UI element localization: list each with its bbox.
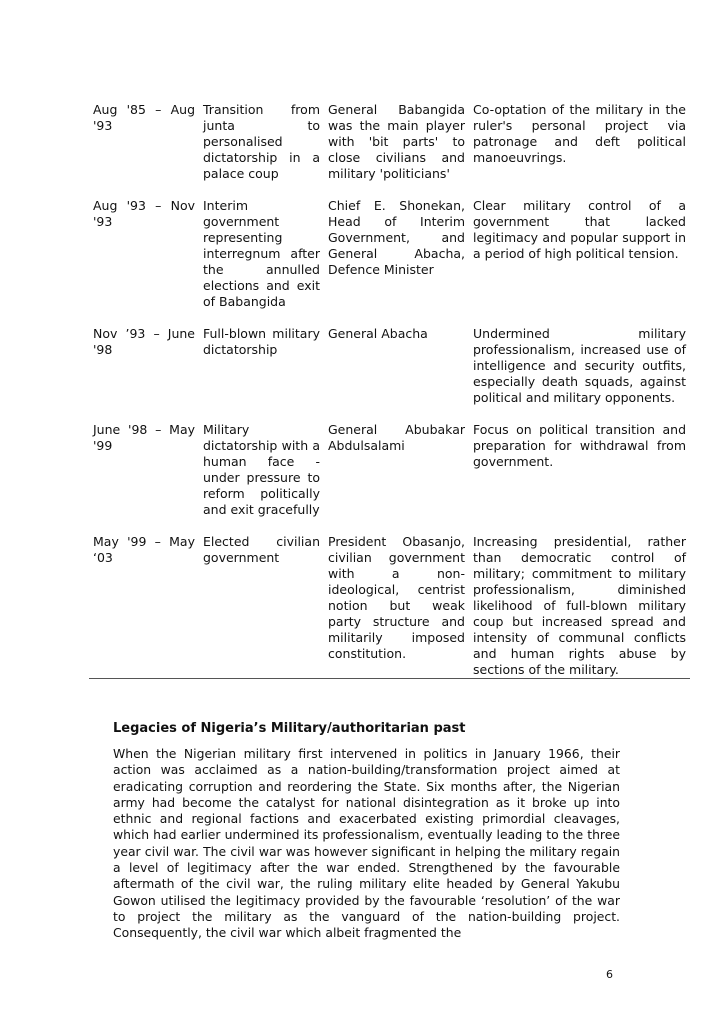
page-number: 6 bbox=[606, 968, 613, 981]
table-row bbox=[89, 530, 690, 679]
section-heading: Legacies of Nigeria’s Military/authoritarian past bbox=[113, 721, 466, 736]
leadership-cell: General Abacha bbox=[328, 326, 428, 341]
table-row bbox=[89, 100, 690, 194]
body-paragraph: When the Nigerian military first intervened in politics in January 1966, their action was acclaimed as a nation-building/transformation project aimed at eradicating corruption and reordering the State. Six months after, the Nigerian army had become the catalyst for national disintegration as it broke up into ethnic and regional factions and exacerbated existing primordial cleavages, which had earlier undermined its professionalism, eventually leading to the three year civil war. The civil war was however significant in helping the military regain a level of legitimacy after the war ended. Strengthened by the favourable aftermath of the civil war, the ruling military elite headed by General Yakubu Gowon utilised the legitimacy provided by the favourable ‘resolution’ of the war to project the military as the vanguard of the nation-building project. Consequently, the civil war which albeit fragmented the bbox=[113, 746, 620, 941]
period-cell: May '99 – May ‘03 bbox=[89, 530, 199, 679]
period-cell: Nov ’93 – June '98 bbox=[93, 326, 195, 357]
military-regimes-table bbox=[89, 100, 690, 679]
table-row bbox=[89, 322, 690, 418]
period-cell: Aug '93 – Nov '93 bbox=[93, 198, 195, 229]
leadership-cell: President Obasanjo, civilian government with a non-ideological, centrist notion but weak party structure and militarily imposed constitution. bbox=[324, 530, 469, 679]
table-row bbox=[89, 194, 690, 322]
period-cell: Aug '85 – Aug '93 bbox=[93, 102, 195, 133]
regime-cell: Interim government representing interregnum after the annulled elections and exit of Babangida bbox=[203, 198, 320, 309]
outcome-cell: Undermined military professionalism, increased use of intelligence and security outfits, especially death squads, against political and military opponents. bbox=[473, 326, 686, 405]
outcome-cell: Clear military control of a government that lacked legitimacy and popular support in a period of high political tension. bbox=[473, 198, 686, 261]
outcome-cell: Increasing presidential, rather than democratic control of military; commitment to military professionalism, diminished likelihood of full-blown military coup but increased spread and intensity of communal conflicts and human rights abuse by sections of the military. bbox=[469, 530, 690, 679]
table-row bbox=[89, 418, 690, 530]
leadership-cell: Chief E. Shonekan, Head of Interim Government, and General Abacha, Defence Minister bbox=[328, 198, 465, 277]
regime-cell: Military dictatorship with a human face - under pressure to reform politically and exit gracefully bbox=[203, 422, 320, 517]
regime-cell: Elected civilian government bbox=[199, 530, 324, 679]
period-cell: June '98 – May '99 bbox=[93, 422, 195, 453]
regime-cell: Full-blown military dictatorship bbox=[203, 326, 320, 357]
leadership-cell: General Abubakar Abdulsalami bbox=[328, 422, 465, 453]
legacies-section bbox=[113, 720, 620, 942]
regime-cell: Transition from junta to personalised dictatorship in a palace coup bbox=[203, 102, 320, 181]
outcome-cell: Focus on political transition and preparation for withdrawal from government. bbox=[473, 422, 686, 469]
leadership-cell: General Babangida was the main player with 'bit parts' to close civilians and military 'politicians' bbox=[328, 102, 465, 181]
outcome-cell: Co-optation of the military in the ruler's personal project via patronage and deft political manoeuvrings. bbox=[473, 102, 686, 165]
